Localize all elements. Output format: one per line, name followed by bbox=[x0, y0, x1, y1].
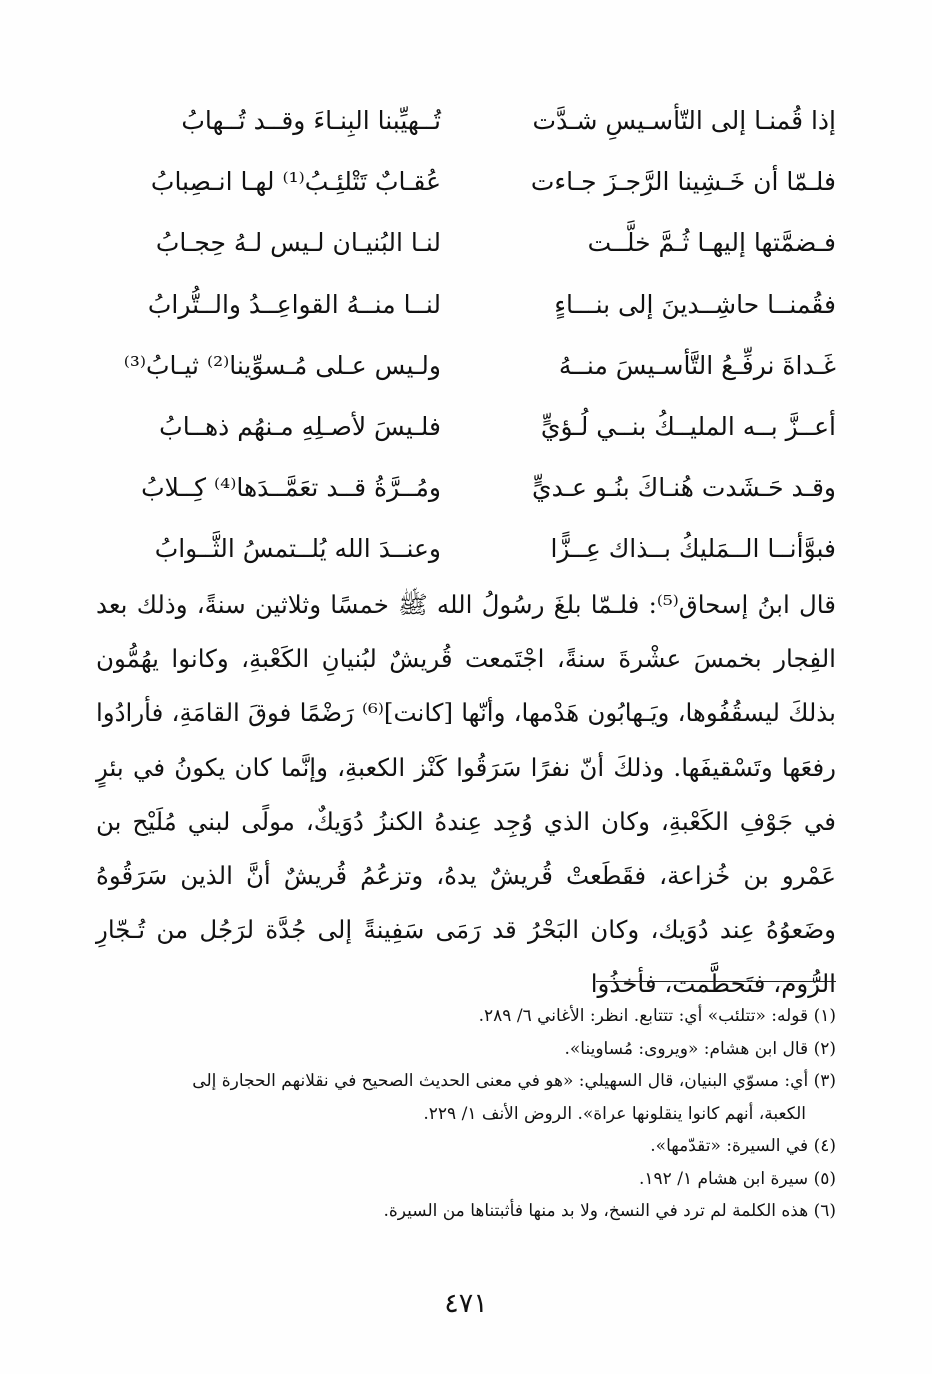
verse-second-hemistich: ومُــرَّةُ قــد تعَمَّــدَها⁽⁴⁾ كِــلابُ bbox=[141, 473, 441, 503]
verse bbox=[96, 274, 836, 335]
verse-second-hemistich: ولـيس عـلى مُـسوِّينا⁽²⁾ ثيـابُ⁽³⁾ bbox=[123, 350, 441, 380]
footnote bbox=[96, 1130, 836, 1163]
verse-second-hemistich: لنــا منــهُ القواعِــدُ والــتُّرابُ bbox=[147, 289, 441, 319]
footnote-text: (١) قوله: «تتلئب» أي: تتتابع. انظر: الأغاني ٦/ ٢٨٩. bbox=[478, 1006, 836, 1026]
verse-second-hemistich: تُــهيِّبنا البِنـاءَ وقــد تُــهابُ bbox=[181, 106, 441, 136]
prose-body bbox=[96, 578, 836, 1012]
footnote bbox=[96, 1163, 836, 1196]
verse bbox=[96, 90, 836, 151]
footnote-text: (٣) أي: مسوّي البنيان، قال السهيلي: «هو في معنى الحديث الصحيح في نقلانهم الحجارة إلى bbox=[192, 1071, 836, 1091]
verse-second-hemistich: فلـيسَ لأصـلِهِ مـنهُم ذهــابُ bbox=[159, 412, 441, 442]
verse bbox=[96, 335, 836, 396]
footnote bbox=[96, 1065, 836, 1130]
footnote-divider bbox=[596, 981, 836, 982]
page-number: ٤٧١ bbox=[444, 1288, 488, 1319]
verse bbox=[96, 396, 836, 457]
footnote-text: (٦) هذه الكلمة لم ترد في النسخ، ولا بد منها فأثبتناها من السيرة. bbox=[383, 1201, 836, 1221]
verse-first-hemistich: غَـداةَ نرفِّـعُ التَّأسـيسَ منــهُ bbox=[558, 350, 836, 380]
verse-first-hemistich: أعــزَّ بــه المليــكُ بنــي لُـؤيٍّ bbox=[540, 412, 836, 442]
footnote bbox=[96, 1195, 836, 1228]
footnote bbox=[96, 1033, 836, 1066]
verse-first-hemistich: إذا قُمنـا إلى التّأسـيسِ شـدَّت bbox=[532, 106, 836, 136]
footnotes bbox=[96, 1000, 836, 1228]
verse-second-hemistich: لنـا البُنيـان لـيس لـهُ حِجـابُ bbox=[155, 228, 441, 258]
verse-second-hemistich: عُقـابٌ تَتْلئِـبُ⁽¹⁾ لهـا انـصِبابُ bbox=[150, 167, 441, 197]
verse-first-hemistich: وقـد حَـشَدت هُنـاكَ بنُـو عـديٍّ bbox=[532, 473, 836, 503]
prose-paragraph: قال ابنُ إسحاق⁽⁵⁾: فلـمّا بلغَ رسُولُ الله ﷺ خمسًا وثلاثين سنةً، وذلك بعد الفِجار بخمسَ عشْرةَ سنةً، اجْتَمعت قُريشٌ لبُنيانِ الكَعْبةِ، وكانوا يهُمُّون بذلكَ ليسقُفُوها، ويَـهابُون هَدْمها، وأنّها [كانت]⁽⁶⁾ رَضْمًا فوقَ القامَةِ، فأرادُوا رفعَها وتَسْقيفَها. وذلكَ أنّ نفرًا سَرَقُوا كَنْز الكعبةِ، وإنَّما كان يكونُ في بئرٍ في جَوْفِ الكَعْبةِ، وكان الذي وُجِد عِندهُ الكنزُ دُوَيكٌ، مولًى لبني مُلَيْح بن عَمْرو بن خُزاعة، فقَطَعتْ قُريشٌ يدهُ، وتزعُمُ قُريشٌ أنَّ الذين سَرَقُوهُ وضَعوُهُ عِند دُوَيك، وكان البَحْرُ قد رَمَى سَفِينةً إلى جُدَّة لرَجُل من تُـجّارِ الرُّوم، فتَحطَّمت، فأخذُوا bbox=[96, 590, 836, 999]
footnote-text: (٤) في السيرة: «تقدّمها». bbox=[650, 1136, 836, 1156]
footnote-continuation: الكعبة، أنهم كانوا ينقلونها عراة». الروض الأنف ١/ ٢٢٩. bbox=[423, 1103, 806, 1124]
verse bbox=[96, 518, 836, 579]
footnote bbox=[96, 1000, 836, 1033]
verse bbox=[96, 212, 836, 273]
verse bbox=[96, 457, 836, 518]
verse-first-hemistich: فلـمّا أن خَـشِينا الرَّجـزَ جـاءت bbox=[530, 167, 836, 197]
verse bbox=[96, 151, 836, 212]
verse-first-hemistich: فبوَّأنــا الــمَليكُ بــذاك عِــزًّا bbox=[550, 534, 836, 564]
poem bbox=[96, 90, 836, 580]
verse-first-hemistich: فقُمنــا حاشِــدينَ إلى بنـــاءٍ bbox=[554, 289, 836, 319]
verse-second-hemistich: وعنــدَ الله يُلــتمسُ الثَّــوابُ bbox=[154, 534, 441, 564]
verse-first-hemistich: فـضمَّتها إليهـا ثُـمَّ خلَّــت bbox=[587, 228, 836, 258]
footnote-text: (٥) سيرة ابن هشام ١/ ١٩٢. bbox=[638, 1168, 836, 1189]
footnote-text: (٢) قال ابن هشام: «ويروى: مُساوينا». bbox=[564, 1038, 836, 1059]
